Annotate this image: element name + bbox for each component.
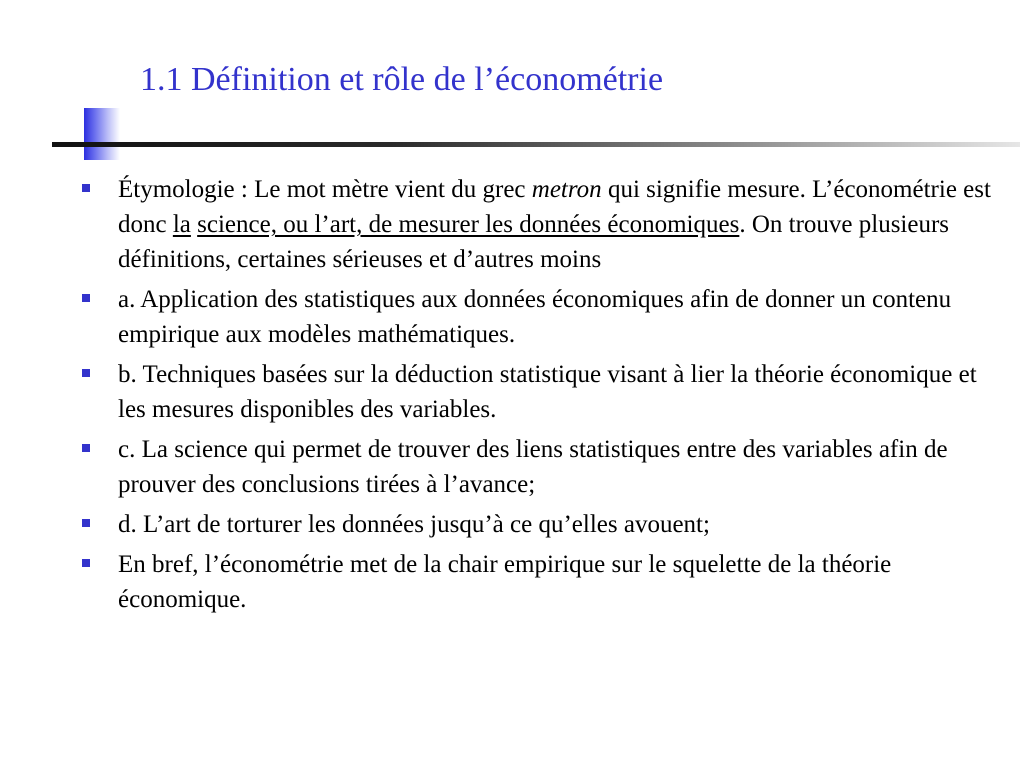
bullet-item-b [80, 357, 1010, 427]
bullet-item-a [80, 282, 1010, 352]
square-bullet-icon [82, 369, 90, 377]
bullet-text: . On trouve plusieurs définitions, certaines sérieuses et d’autres moins [118, 211, 950, 273]
square-bullet-icon [82, 444, 90, 452]
title-accent-block [84, 108, 120, 160]
slide-title: 1.1 Définition et rôle de l’économétrie [140, 61, 664, 98]
underlined-text: la [172, 211, 191, 238]
square-bullet-icon [82, 294, 90, 302]
square-bullet-icon [82, 559, 90, 567]
bullet-text: b. Techniques basées sur la déduction statistique visant à lier la théorie économique et les mesures disponibles des variables. [118, 361, 977, 423]
bullet-list [80, 172, 1010, 622]
bullet-item-etymology [80, 172, 1010, 277]
bullet-item-summary [80, 547, 1010, 617]
bullet-text: qui signifie mesure. L’économétrie est donc [118, 176, 991, 238]
title-divider [52, 142, 1020, 147]
square-bullet-icon [82, 519, 90, 527]
bullet-item-d [80, 507, 1010, 542]
bullet-text: Étymologie : Le mot mètre vient du grec [118, 176, 532, 203]
italic-term: metron [531, 176, 602, 203]
bullet-text: d. L’art de torturer les données jusqu’à ce qu’elles avouent; [118, 511, 710, 538]
square-bullet-icon [82, 184, 90, 192]
bullet-item-c [80, 432, 1010, 502]
bullet-text: En bref, l’économétrie met de la chair empirique sur le squelette de la théorie économique. [118, 551, 892, 613]
bullet-text: c. La science qui permet de trouver des liens statistiques entre des variables afin de prouver des conclusions tirées à l’avance; [118, 436, 948, 498]
underlined-definition: science, ou l’art, de mesurer les données économiques [197, 211, 740, 238]
bullet-text: a. Application des statistiques aux données économiques afin de donner un contenu empirique aux modèles mathématiques. [118, 286, 952, 348]
